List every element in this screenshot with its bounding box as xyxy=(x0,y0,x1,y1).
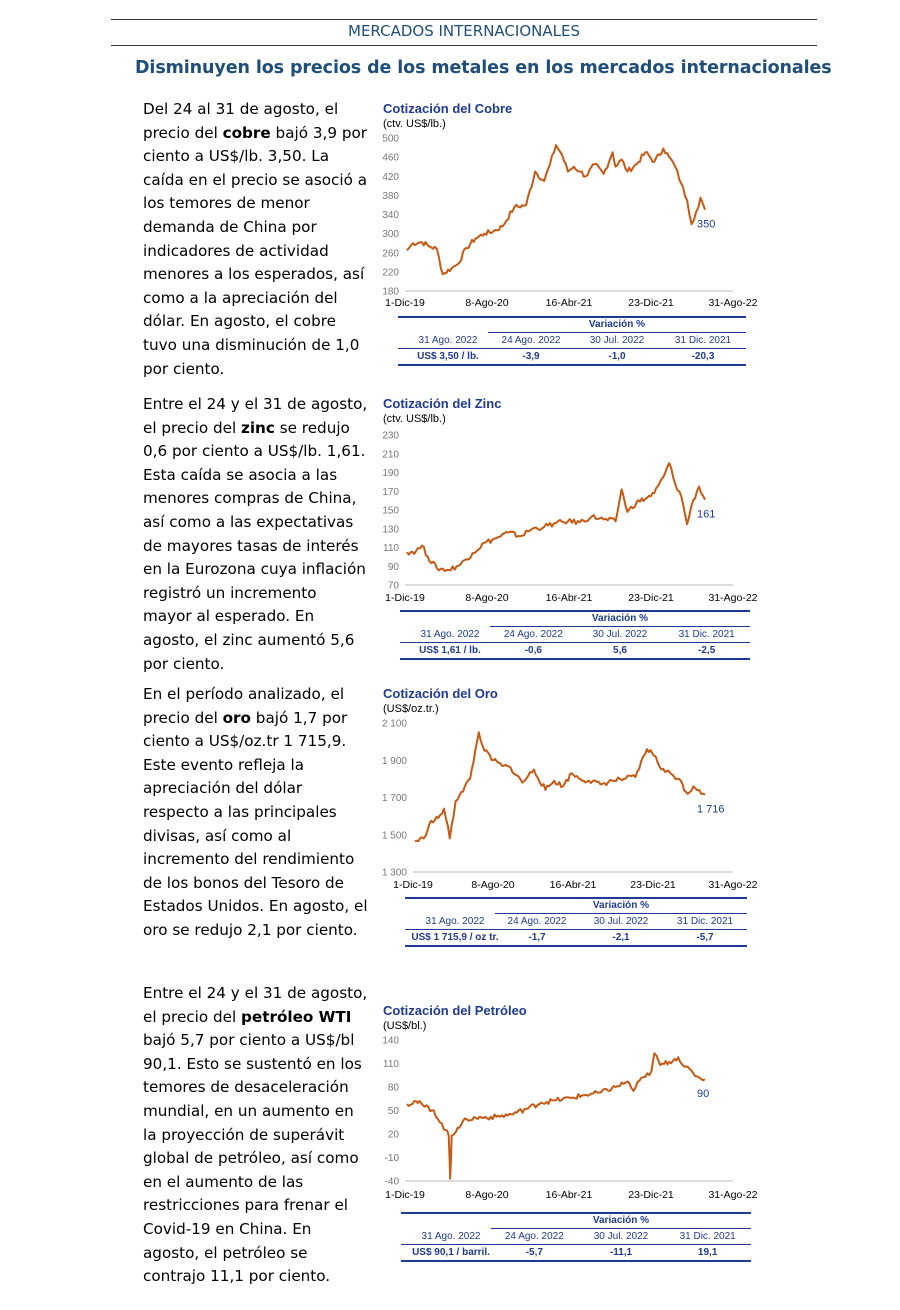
table-mid-rule xyxy=(400,642,750,643)
x-tick-label: 31-Ago-22 xyxy=(708,879,758,891)
y-tick-label: 220 xyxy=(382,267,399,279)
y-tick-label: 300 xyxy=(382,229,399,241)
x-tick-label: 16-Abr-21 xyxy=(545,1189,593,1201)
column-header: 24 Ago. 2022 xyxy=(504,1231,564,1242)
y-tick-label: 340 xyxy=(382,210,399,221)
y-tick-label: 110 xyxy=(383,1059,399,1070)
column-header: 30 Jul. 2022 xyxy=(593,916,649,927)
variation-value: -3,9 xyxy=(522,351,540,362)
table-bottom-rule xyxy=(401,1260,751,1262)
variation-value: -5,7 xyxy=(696,932,714,943)
x-tick-label: 16-Abr-21 xyxy=(549,879,597,891)
variation-header: Variación % xyxy=(592,1215,650,1226)
y-tick-label: 90 xyxy=(387,561,399,573)
variation-value: 19,1 xyxy=(697,1247,718,1258)
y-tick-label: 70 xyxy=(387,580,399,592)
variation-value: -5,7 xyxy=(525,1247,543,1258)
header-top-rule xyxy=(111,19,817,20)
price-cell: US$ 1,61 / lb. xyxy=(419,645,481,656)
table-bottom-rule xyxy=(405,945,747,947)
y-tick-label: 380 xyxy=(382,190,399,202)
y-tick-label: 1 500 xyxy=(381,830,407,842)
variation-header: Variación % xyxy=(591,613,649,624)
table-date: 31 Ago. 2022 xyxy=(421,1231,481,1242)
chart-title: Cotización del Zinc xyxy=(383,396,502,411)
table-mid-rule xyxy=(398,348,746,349)
x-tick-label: 1-Dic-19 xyxy=(393,879,433,891)
section-header: MERCADOS INTERNACIONALES xyxy=(348,22,580,40)
price-cell: US$ 1 715,9 / oz tr. xyxy=(411,932,499,943)
table-top-rule xyxy=(400,610,750,612)
table-date: 31 Ago. 2022 xyxy=(425,916,485,927)
last-value-label: 1 716 xyxy=(697,803,725,816)
price-series-line xyxy=(407,463,705,571)
last-value-label: 90 xyxy=(697,1088,710,1101)
column-header: 31 Dic. 2021 xyxy=(676,916,734,927)
oil-variation-table xyxy=(401,1212,751,1264)
x-tick-label: 23-Dic-21 xyxy=(628,592,674,604)
variation-value: -2,1 xyxy=(612,932,630,943)
x-tick-label: 8-Ago-20 xyxy=(465,592,509,604)
y-tick-label: 20 xyxy=(387,1129,399,1141)
chart-unit-label: (US$/bl.) xyxy=(383,1020,427,1032)
y-tick-label: 260 xyxy=(382,248,399,260)
table-date: 31 Ago. 2022 xyxy=(418,335,478,346)
zinc-variation-table xyxy=(400,610,750,662)
price-series-line xyxy=(407,145,705,274)
table-top-rule xyxy=(398,316,746,318)
chart-unit-label: (ctv. US$/lb.) xyxy=(383,118,446,130)
gold-chart xyxy=(375,683,775,893)
x-tick-label: 1-Dic-19 xyxy=(385,1189,425,1201)
chart-title: Cotización del Oro xyxy=(383,686,498,701)
x-tick-label: 8-Ago-20 xyxy=(465,1189,509,1201)
y-tick-label: 140 xyxy=(382,1035,399,1047)
copper-paragraph: Del 24 al 31 de agosto, el precio del cobre bajó 3,9 por ciento a US$/lb. 3,50. La caída en el precio se asoció a los temores de menor demanda de China por indicadores de actividad menores a los esperados, así como a la apreciación del dólar. En agosto, el cobre tuvo una disminución de 1,0 por ciento. xyxy=(143,100,368,378)
y-tick-label: 130 xyxy=(382,524,399,536)
chart-title: Cotización del Petróleo xyxy=(383,1003,527,1018)
y-tick-label: 1 700 xyxy=(381,793,407,804)
variation-underline xyxy=(490,626,750,627)
y-tick-label: 50 xyxy=(387,1106,399,1117)
table-date: 31 Ago. 2022 xyxy=(420,629,480,640)
x-tick-label: 23-Dic-21 xyxy=(630,879,676,891)
column-header: 30 Jul. 2022 xyxy=(592,629,648,640)
x-tick-label: 31-Ago-22 xyxy=(708,297,758,309)
variation-underline xyxy=(488,332,746,333)
x-tick-label: 1-Dic-19 xyxy=(385,297,425,309)
y-tick-label: -40 xyxy=(384,1176,399,1188)
last-value-label: 161 xyxy=(697,508,716,521)
column-header: 24 Ago. 2022 xyxy=(507,916,567,927)
y-tick-label: 150 xyxy=(382,505,399,517)
x-tick-label: 31-Ago-22 xyxy=(708,592,758,604)
variation-value: -1,0 xyxy=(608,351,626,362)
column-header: 30 Jul. 2022 xyxy=(589,335,645,346)
gold-paragraph: En el período analizado, el precio del oro bajó 1,7 por ciento a US$/oz.tr 1 715,9. Este evento refleja la apreciación del dólar respecto a las principales divisas, así como al incremento del rendimiento de los bonos del Tesoro de Estados Unidos. En agosto, el oro se redujo 2,1 por ciento. xyxy=(143,685,368,939)
variation-value: -2,5 xyxy=(698,645,716,656)
y-tick-label: 2 100 xyxy=(381,718,407,730)
x-tick-label: 8-Ago-20 xyxy=(471,879,515,891)
price-series-line xyxy=(407,1053,705,1178)
x-tick-label: 16-Abr-21 xyxy=(545,297,593,309)
y-tick-label: 230 xyxy=(382,430,399,442)
y-tick-label: 420 xyxy=(382,171,399,183)
copper-chart xyxy=(375,98,775,313)
column-header: 31 Dic. 2021 xyxy=(678,629,735,640)
zinc-chart xyxy=(375,393,775,608)
column-header: 31 Dic. 2021 xyxy=(674,335,732,346)
y-tick-label: 80 xyxy=(387,1082,399,1094)
last-value-label: 350 xyxy=(697,218,716,231)
variation-value: 5,6 xyxy=(613,645,627,656)
variation-value: -0,6 xyxy=(524,645,542,656)
column-header: 31 Dic. 2021 xyxy=(679,1231,736,1242)
page-title: Disminuyen los precios de los metales en los mercados internacionales xyxy=(135,58,832,78)
y-tick-label: 170 xyxy=(382,486,399,498)
y-tick-label: 110 xyxy=(383,543,399,554)
oil-chart xyxy=(375,1000,775,1205)
table-top-rule xyxy=(405,897,747,899)
table-top-rule xyxy=(401,1212,751,1214)
x-tick-label: 23-Dic-21 xyxy=(628,1189,674,1201)
x-tick-label: 1-Dic-19 xyxy=(385,592,425,604)
variation-header: Variación % xyxy=(592,900,650,911)
chart-unit-label: (US$/oz.tr.) xyxy=(383,703,439,715)
variation-header: Variación % xyxy=(588,319,646,330)
chart-title: Cotización del Cobre xyxy=(383,101,513,116)
gold-variation-table xyxy=(405,897,747,949)
table-mid-rule xyxy=(401,1244,751,1245)
column-header: 30 Jul. 2022 xyxy=(593,1231,649,1242)
y-tick-label: 1 300 xyxy=(381,867,407,879)
zinc-paragraph: Entre el 24 y el 31 de agosto, el precio del zinc se redujo 0,6 por ciento a US$/lb. 1,61. Esta caída se asocia a las menores compras de China, así como a las expectativas de mayores tasas de interés en la Eurozona cuya inflación registró un incremento mayor al esperado. En agosto, el zinc aumentó 5,6 por ciento. xyxy=(143,395,368,673)
variation-underline xyxy=(495,913,747,914)
y-tick-label: 210 xyxy=(382,449,399,461)
x-tick-label: 23-Dic-21 xyxy=(628,297,674,309)
y-tick-label: 460 xyxy=(382,152,399,164)
chart-unit-label: (ctv. US$/lb.) xyxy=(383,413,446,425)
variation-value: -20,3 xyxy=(691,351,715,362)
price-cell: US$ 90,1 / barril. xyxy=(412,1247,490,1258)
column-header: 24 Ago. 2022 xyxy=(503,629,563,640)
y-tick-label: 1 900 xyxy=(381,755,407,767)
column-header: 24 Ago. 2022 xyxy=(501,335,561,346)
variation-value: -11,1 xyxy=(609,1247,633,1258)
copper-variation-table xyxy=(398,316,746,368)
price-cell: US$ 3,50 / lb. xyxy=(417,351,479,362)
x-tick-label: 8-Ago-20 xyxy=(465,297,509,309)
y-tick-label: 500 xyxy=(382,133,399,145)
table-bottom-rule xyxy=(398,364,746,366)
x-tick-label: 16-Abr-21 xyxy=(545,592,593,604)
y-tick-label: -10 xyxy=(384,1153,399,1164)
variation-value: -1,7 xyxy=(528,932,546,943)
x-tick-label: 31-Ago-22 xyxy=(708,1189,758,1201)
table-mid-rule xyxy=(405,929,747,930)
variation-underline xyxy=(491,1228,751,1229)
y-tick-label: 190 xyxy=(382,468,399,479)
y-tick-label: 180 xyxy=(382,286,399,298)
table-bottom-rule xyxy=(400,658,750,660)
oil-paragraph: Entre el 24 y el 31 de agosto, el precio del petróleo WTI bajó 5,7 por ciento a US$/bl 90,1. Esto se sustentó en los temores de desaceleración mundial, en un aumento en la proyección de superávit global de petróleo, así como en el aumento de las restricciones para frenar el Covid-19 en China. En agosto, el petróleo se contrajo 11,1 por ciento. xyxy=(143,984,368,1286)
header-bottom-rule xyxy=(111,45,817,46)
price-series-line xyxy=(415,732,705,841)
